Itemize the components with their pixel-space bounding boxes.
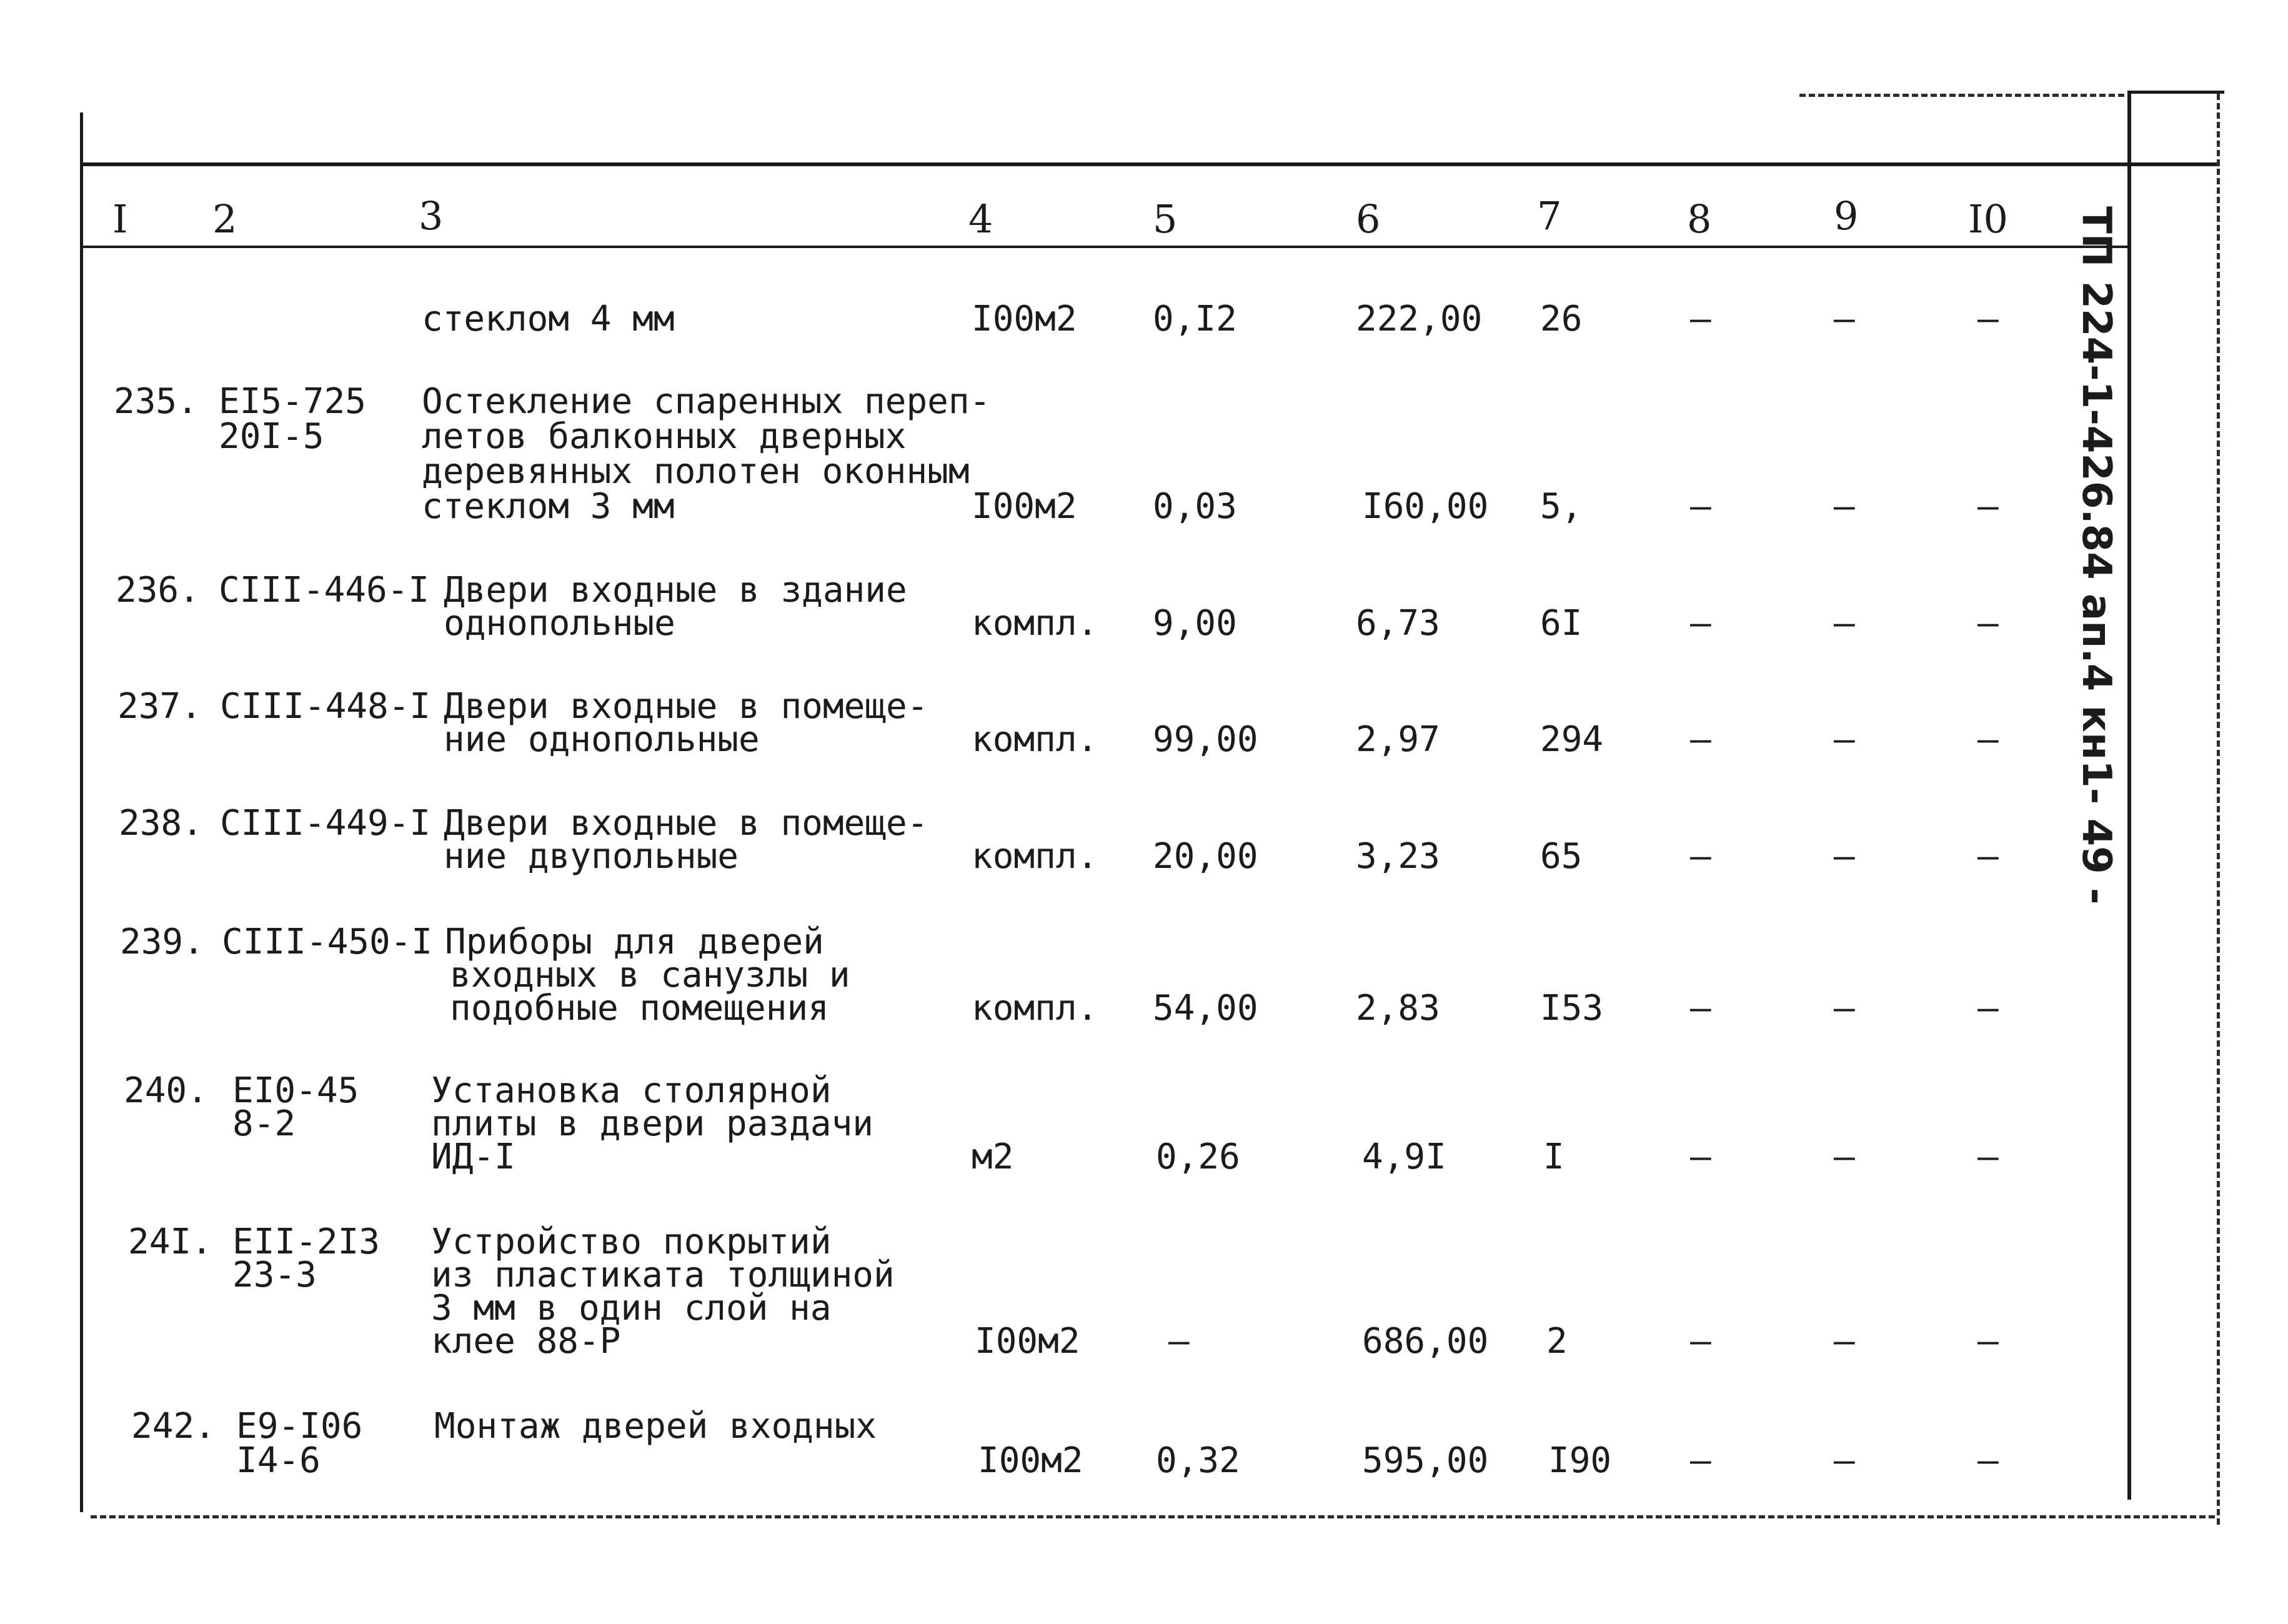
- row-unit: компл.: [972, 603, 1098, 644]
- header-col-8: 8: [1687, 196, 1712, 242]
- row-col-9: –: [1834, 486, 1855, 527]
- row-col-5: 54,00: [1153, 988, 1258, 1029]
- row-code-sub: 8-2: [232, 1103, 296, 1144]
- row-col-7: I: [1543, 1137, 1564, 1177]
- row-col-8: –: [1690, 836, 1711, 877]
- row-description: деревянных полотен оконным: [422, 451, 970, 492]
- row-description: 3 мм в один слой на: [431, 1288, 832, 1328]
- row-number: 240.: [124, 1070, 208, 1111]
- header-col-4: 4: [968, 196, 993, 242]
- row-number: 237.: [117, 686, 202, 727]
- row-code: СIII-446-I: [219, 570, 430, 610]
- row-unit: I00м2: [972, 299, 1077, 339]
- row-description: Установка столярной: [431, 1070, 832, 1111]
- row-description: ние однопольные: [444, 719, 760, 760]
- row-col-9: –: [1834, 1321, 1855, 1362]
- header-col-1: I: [112, 196, 128, 242]
- row-col-5: –: [1168, 1321, 1190, 1362]
- row-unit: I00м2: [975, 1321, 1080, 1362]
- row-description: входных в санузлы и: [450, 955, 850, 995]
- row-code: EI5-725: [219, 381, 367, 422]
- row-col-8: –: [1690, 1321, 1711, 1362]
- row-col-7: I90: [1548, 1440, 1612, 1481]
- row-unit: I00м2: [978, 1440, 1083, 1481]
- row-col-10: –: [1977, 1137, 1999, 1177]
- top-rule: [80, 162, 2220, 166]
- header-rule: [80, 246, 2131, 248]
- row-col-8: –: [1690, 719, 1711, 760]
- row-col-9: –: [1834, 988, 1855, 1029]
- document-code: ТП 224-1-426.84 ап.4 кн1- 49 -: [2073, 206, 2119, 905]
- header-col-9: 9: [1834, 193, 1859, 239]
- row-col-10: –: [1977, 836, 1999, 877]
- header-col-5: 5: [1153, 196, 1178, 242]
- row-col-7: 26: [1540, 299, 1583, 339]
- row-description: Остекление спаренных переп-: [422, 381, 991, 422]
- row-col-6: 2,83: [1356, 988, 1440, 1029]
- row-col-7: 5,: [1540, 486, 1583, 527]
- row-description: подобные помещения: [450, 988, 829, 1029]
- row-description: Приборы для дверей: [445, 922, 824, 962]
- row-col-6: 3,23: [1356, 836, 1440, 877]
- row-col-6: 4,9I: [1362, 1137, 1446, 1177]
- row-col-7: 2: [1546, 1321, 1568, 1362]
- stamp-divider: [2127, 91, 2131, 1500]
- row-col-8: –: [1690, 1440, 1711, 1481]
- row-description: Двери входные в помеще-: [444, 686, 928, 727]
- row-code-sub: I4-6: [236, 1440, 321, 1481]
- row-col-9: –: [1834, 719, 1855, 760]
- row-col-10: –: [1977, 603, 1999, 644]
- row-col-9: –: [1834, 603, 1855, 644]
- row-col-9: –: [1834, 836, 1855, 877]
- row-description: Устройство покрытий: [431, 1222, 832, 1262]
- row-code: EI0-45: [232, 1070, 359, 1111]
- row-description: Двери входные в здание: [444, 570, 907, 610]
- row-col-6: 222,00: [1356, 299, 1483, 339]
- row-number: 238.: [119, 803, 203, 844]
- row-unit: компл.: [972, 836, 1098, 877]
- row-description: летов балконных дверных: [422, 416, 907, 457]
- row-description: плиты в двери раздачи: [431, 1103, 874, 1144]
- row-col-5: 99,00: [1153, 719, 1258, 760]
- row-description: ние двупольные: [444, 836, 739, 877]
- row-unit: I00м2: [972, 486, 1077, 527]
- row-description: клее 88-Р: [431, 1321, 621, 1362]
- row-col-7: I53: [1540, 988, 1604, 1029]
- row-col-5: 0,32: [1156, 1440, 1240, 1481]
- header-col-10: I0: [1968, 196, 2008, 242]
- row-col-8: –: [1690, 486, 1711, 527]
- bottom-rule: [91, 1515, 2215, 1518]
- row-col-7: 6I: [1540, 603, 1583, 644]
- row-col-6: 2,97: [1356, 719, 1440, 760]
- side-top-rule: [2131, 91, 2224, 94]
- row-description: Монтаж дверей входных: [434, 1406, 877, 1447]
- row-col-10: –: [1977, 988, 1999, 1029]
- row-number: 24I.: [128, 1222, 212, 1262]
- row-unit: компл.: [972, 719, 1098, 760]
- row-col-5: 20,00: [1153, 836, 1258, 877]
- header-col-2: 2: [212, 196, 237, 242]
- header-col-3: 3: [419, 193, 444, 239]
- row-number: 236.: [116, 570, 200, 610]
- row-col-10: –: [1977, 486, 1999, 527]
- row-code: EII-2I3: [232, 1222, 381, 1262]
- row-unit: м2: [972, 1137, 1014, 1177]
- row-number: 235.: [114, 381, 198, 422]
- row-number: 242.: [131, 1406, 216, 1447]
- row-col-9: –: [1834, 299, 1855, 339]
- row-description: стеклом 4 мм: [422, 299, 675, 339]
- row-col-9: –: [1834, 1137, 1855, 1177]
- row-description: ИД-I: [431, 1137, 515, 1177]
- row-code: СIII-450-I: [222, 922, 433, 962]
- row-code: СIII-448-I: [220, 686, 431, 727]
- row-col-5: 9,00: [1153, 603, 1237, 644]
- row-col-6: I60,00: [1362, 486, 1489, 527]
- row-col-6: 686,00: [1362, 1321, 1489, 1362]
- row-col-5: 0,03: [1153, 486, 1237, 527]
- row-col-5: 0,I2: [1153, 299, 1237, 339]
- row-col-10: –: [1977, 1440, 1999, 1481]
- row-number: 239.: [120, 922, 204, 962]
- left-border: [80, 112, 83, 1512]
- row-description: однопольные: [444, 603, 675, 644]
- row-code-sub: 20I-5: [219, 416, 324, 457]
- row-col-10: –: [1977, 299, 1999, 339]
- row-col-10: –: [1977, 719, 1999, 760]
- row-col-8: –: [1690, 603, 1711, 644]
- row-col-8: –: [1690, 1137, 1711, 1177]
- row-col-7: 65: [1540, 836, 1583, 877]
- row-col-5: 0,26: [1156, 1137, 1240, 1177]
- row-code: E9-I06: [236, 1406, 363, 1447]
- row-col-6: 595,00: [1362, 1440, 1489, 1481]
- row-col-8: –: [1690, 988, 1711, 1029]
- row-description: из пластиката толщиной: [431, 1255, 895, 1295]
- row-code: СIII-449-I: [220, 803, 431, 844]
- row-col-10: –: [1977, 1321, 1999, 1362]
- right-border: [2217, 94, 2220, 1525]
- top-right-dash: [1799, 94, 2124, 97]
- header-col-6: 6: [1356, 196, 1381, 242]
- row-col-8: –: [1690, 299, 1711, 339]
- row-description: стеклом 3 мм: [422, 486, 675, 527]
- row-code-sub: 23-3: [232, 1255, 317, 1295]
- header-col-7: 7: [1537, 193, 1562, 239]
- row-description: Двери входные в помеще-: [444, 803, 928, 844]
- row-col-7: 294: [1540, 719, 1604, 760]
- row-col-6: 6,73: [1356, 603, 1440, 644]
- row-unit: компл.: [972, 988, 1098, 1029]
- row-col-9: –: [1834, 1440, 1855, 1481]
